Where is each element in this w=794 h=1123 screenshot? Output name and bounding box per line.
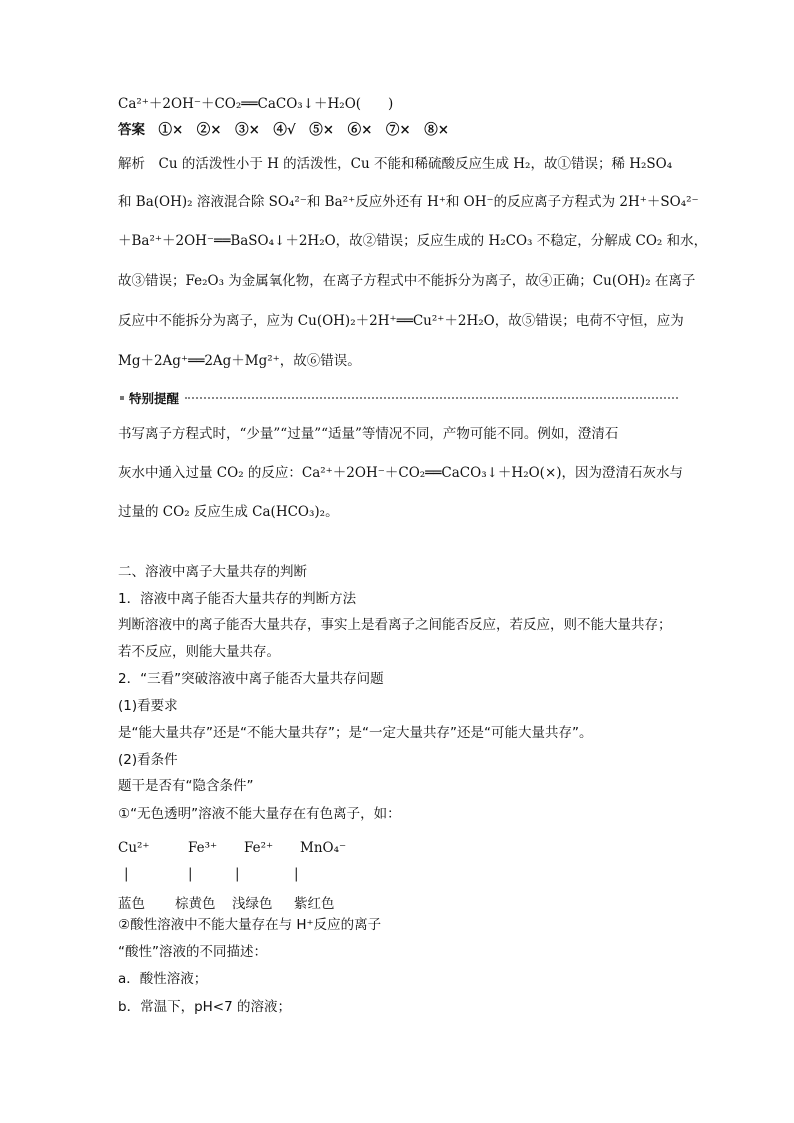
bullet-icon (120, 396, 124, 400)
ion-label: Fe³⁺ (188, 840, 218, 856)
tip-line: 灰水中通入过量 CO₂ 的反应：Ca²⁺＋2OH⁻＋CO₂══CaCO₃↓＋H₂O(×)，因为澄清石灰水与 (118, 465, 684, 481)
list-item: a．酸性溶液； (118, 971, 208, 987)
color-label: 棕黄色 (175, 896, 216, 912)
color-label: 浅绿色 (232, 896, 273, 912)
analysis-line: 和 Ba(OH)₂ 溶液混合除 SO₄²⁻和 Ba²⁺反应外还有 H⁺和 OH⁻的反应离子方程式为 2H⁺＋SO₄²⁻ (118, 194, 699, 210)
ion-label: Fe²⁺ (244, 840, 274, 856)
item-heading: (2)看条件 (118, 752, 178, 768)
subsection-heading: 2．“三看”突破溶液中离子能否大量共存问题 (118, 671, 384, 687)
item-heading: (1)看要求 (118, 698, 178, 714)
body-line: 判断溶液中的离子能否大量共存，事实上是看离子之间能否反应，若反应，则不能大量共存； (118, 617, 672, 633)
analysis-line: 解析 Cu 的活泼性小于 H 的活泼性，Cu 不能和稀硫酸反应生成 H₂，故①错误；稀 H₂SO₄ (118, 156, 673, 172)
answer-line: 答案 ①× ②× ③× ④√ ⑤× ⑥× ⑦× ⑧× (118, 122, 450, 138)
connector-bar: | (294, 866, 299, 882)
body-line: 是“能大量共存”还是“不能大量共存”；是“一定大量共存”还是“可能大量共存”。 (118, 725, 593, 741)
color-label: 蓝色 (118, 896, 145, 912)
tip-line: 过量的 CO₂ 反应生成 Ca(HCO₃)₂。 (118, 504, 339, 520)
body-line: ②酸性溶液中不能大量存在与 H⁺反应的离子 (118, 917, 382, 933)
tip-label: 特别提醒 (129, 391, 180, 406)
tip-header (118, 389, 678, 407)
section-heading: 二、溶液中离子大量共存的判断 (118, 564, 307, 580)
analysis-line: Mg＋2Ag⁺══2Ag＋Mg²⁺，故⑥错误。 (118, 353, 361, 369)
ion-label: Cu²⁺ (118, 840, 150, 856)
body-line: ①“无色透明”溶液不能大量存在有色离子，如： (118, 806, 401, 822)
ion-label: MnO₄⁻ (300, 840, 347, 856)
connector-bar: | (188, 866, 193, 882)
body-line: 题干是否有“隐含条件” (118, 778, 254, 794)
body-line: 若不反应，则能大量共存。 (118, 644, 280, 660)
equation-line: Ca²⁺＋2OH⁻＋CO₂══CaCO₃↓＋H₂O( ) (118, 96, 394, 112)
analysis-line: ＋Ba²⁺＋2OH⁻══BaSO₄↓＋2H₂O，故②错误；反应生成的 H₂CO₃ 不稳定，分解成 CO₂ 和水， (118, 233, 708, 249)
color-label: 紫红色 (294, 896, 335, 912)
tip-line: 书写离子方程式时，“少量”“过量”“适量”等情况不同，产物可能不同。例如，澄清石 (118, 426, 619, 442)
dotted-divider (185, 397, 678, 399)
connector-bar: | (235, 866, 240, 882)
connector-bar: | (124, 866, 129, 882)
body-line: “酸性”溶液的不同描述： (118, 944, 267, 960)
analysis-line: 故③错误；Fe₂O₃ 为金属氧化物，在离子方程式中不能拆分为离子，故④正确；Cu(OH)₂ 在离子 (118, 273, 696, 289)
analysis-line: 反应中不能拆分为离子，应为 Cu(OH)₂＋2H⁺══Cu²⁺＋2H₂O，故⑤错误；电荷不守恒，应为 (118, 313, 684, 329)
subsection-heading: 1．溶液中离子能否大量共存的判断方法 (118, 591, 357, 607)
list-item: b．常温下，pH<7 的溶液； (118, 999, 291, 1015)
